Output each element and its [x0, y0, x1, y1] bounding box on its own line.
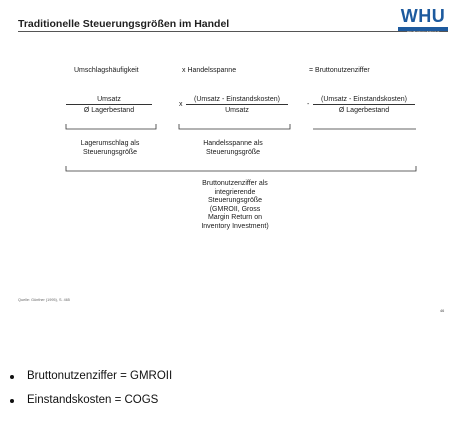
middle-numerator: (Umsatz - Einstandskosten) [194, 96, 280, 103]
logo-subtitle: Otto Beisheim School of Management [406, 30, 440, 38]
right-operator: - [307, 101, 310, 108]
label-lagerumschlag-line-2: Steuerungsgröße [82, 148, 138, 156]
middle-bracket [179, 124, 290, 129]
combined-line-1: Bruttonutzenziffer als [202, 180, 268, 187]
slide-title: Traditionelle Steuerungsgrößen im Handel [18, 18, 230, 30]
left-bracket [66, 124, 156, 129]
middle-denominator: Umsatz [225, 107, 249, 114]
header-bruttonutzenziffer: = Bruttonutzenziffer [309, 67, 370, 74]
label-handelsspanne [183, 140, 283, 157]
logo-text: WHU [400, 6, 446, 26]
combined-bracket [66, 166, 416, 171]
right-numerator: (Umsatz - Einstandskosten) [321, 96, 407, 103]
label-handelsspanne-line-2: Steuerungsgröße [205, 148, 261, 156]
combined-line-3: Steuerungsgröße [207, 197, 263, 204]
left-denominator: Ø Lagerbestand [83, 107, 135, 114]
bullet-text: Einstandskosten = COGS [27, 394, 159, 406]
bullet-dot-icon [10, 399, 14, 403]
combined-line-2: integrierende [214, 188, 256, 196]
page-number: 46 [440, 309, 445, 313]
combined-line-6: Inventory Investment) [201, 222, 269, 230]
right-denominator: Ø Lagerbestand [338, 107, 390, 114]
header-handelsspanne: x Handelsspanne [182, 67, 237, 74]
label-bruttonutzenziffer-integrated [180, 180, 290, 231]
bullet-text: Bruttonutzenziffer = GMROII [27, 370, 173, 382]
left-numerator: Umsatz [97, 96, 121, 103]
bullet-item [0, 370, 465, 388]
source-citation: Quelle: Günther (1995), S. 465 [18, 298, 70, 302]
combined-line-4: (GMROII, Gross [209, 205, 261, 213]
combined-line-5: Margin Return on [207, 214, 263, 221]
label-handelsspanne-line-1: Handelsspanne als [203, 140, 263, 147]
bullet-dot-icon [10, 375, 14, 379]
label-lagerumschlag [60, 140, 160, 157]
label-lagerumschlag-line-1: Lagerumschlag als [80, 140, 140, 147]
header-umschlagshaeufigkeit: Umschlagshäufigkeit [74, 67, 139, 74]
middle-operator: x [179, 101, 183, 108]
bullet-item [0, 394, 465, 412]
